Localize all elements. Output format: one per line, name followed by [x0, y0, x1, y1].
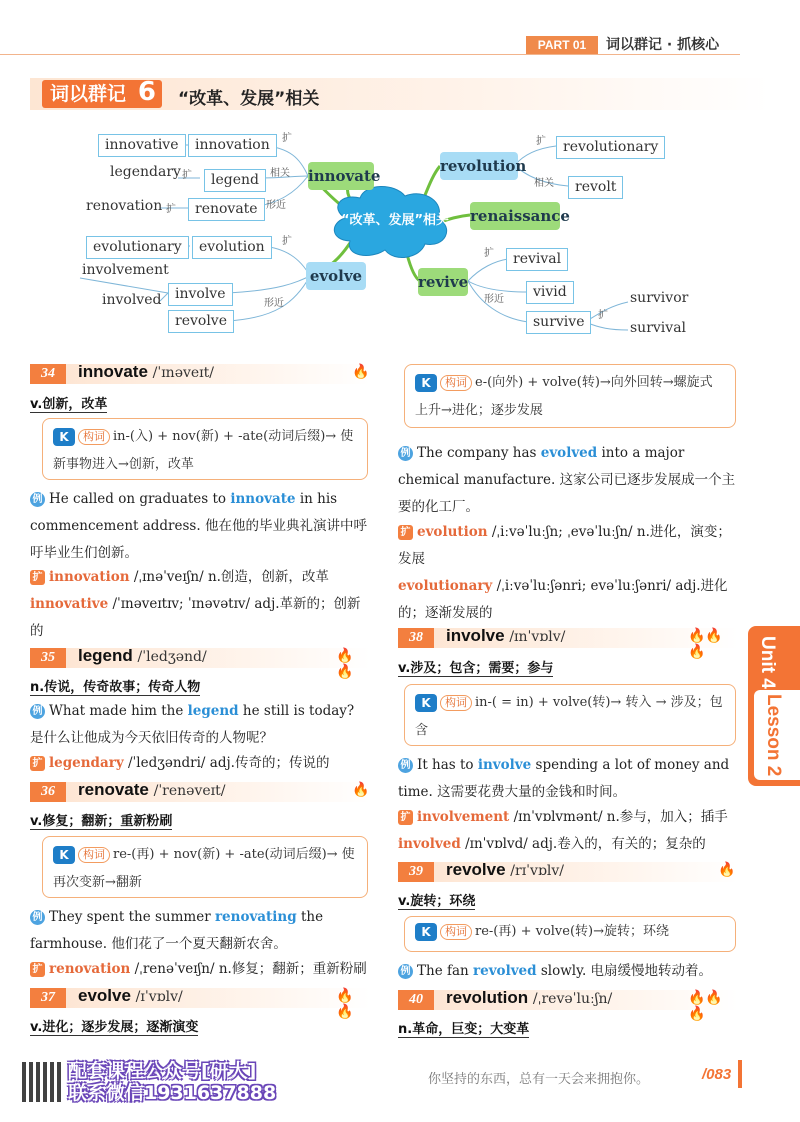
mm-innovate: innovate: [308, 162, 374, 190]
side-tab-lesson: Lesson 2: [763, 694, 784, 777]
mm-revolve: revolve: [168, 310, 234, 333]
example-icon: 例: [30, 704, 45, 719]
mm-legend: legend: [204, 169, 266, 192]
formation-text: re-(再) + nov(新) + -ate(动词后缀)→ 使再次变新→翻新: [53, 847, 355, 890]
headword: evolve: [78, 986, 131, 1005]
formation-text: e-(向外) + volve(转)→向外回转→螺旋式上升→进化；逐步发展: [415, 375, 713, 418]
mm-label-kuo: 扩: [282, 236, 292, 247]
k-icon: K: [53, 428, 75, 446]
section-badge-label: 词以群记: [50, 83, 127, 105]
mm-revive: revive: [418, 268, 468, 296]
k-icon: K: [415, 923, 437, 941]
frequency-flame-icon: 🔥: [352, 364, 370, 380]
entry-number: 39: [398, 862, 434, 882]
example-icon: 例: [398, 758, 413, 773]
mm-involved: involved: [102, 292, 162, 308]
mm-revolution: revolution: [440, 152, 518, 180]
formation-tag: 构词: [78, 847, 110, 863]
mm-label-kuo: 扩: [182, 170, 192, 181]
mm-renovation: renovation: [86, 198, 163, 214]
example-sentence: 例 They spent the summer renovating the farmhouse. 他们花了一个夏天翻新农舍。: [30, 909, 324, 952]
part-of-speech: v.涉及；包含；需要；参与: [398, 661, 554, 676]
example-icon: 例: [30, 492, 45, 507]
entry-number: 36: [30, 782, 66, 802]
mm-vivid: vivid: [526, 281, 574, 304]
promo-line-1: 配套课程公众号[研大]: [68, 1060, 257, 1082]
word-formation-box: [404, 364, 736, 428]
mm-label-kuo: 扩: [484, 248, 494, 259]
mm-label-xingjin: 形近: [266, 200, 286, 211]
pronunciation: /ˌrevəˈluːʃn/: [532, 991, 613, 1007]
formation-tag: 构词: [440, 375, 472, 391]
mm-involvement: involvement: [82, 262, 169, 278]
mm-label-xiangguan: 相关: [270, 168, 290, 179]
derivatives: 扩 innovation /ˌɪnəˈveɪʃn/ n.创造，创新，改革 innovative /ˈɪnəveɪtɪv; ˈɪnəvətɪv/ adj.革新的；创新的: [30, 569, 361, 639]
frequency-flame-icon: 🔥🔥: [336, 988, 354, 1020]
entry-number: 35: [30, 648, 66, 668]
mm-evolutionary: evolutionary: [86, 236, 189, 259]
frequency-flame-icon: 🔥🔥: [336, 648, 354, 680]
mm-survival: survival: [630, 320, 687, 336]
mm-label-xingjin: 形近: [264, 298, 284, 309]
formation-tag: 构词: [78, 429, 110, 445]
mm-involve: involve: [168, 283, 233, 306]
entry-number: 34: [30, 364, 66, 384]
k-icon: K: [415, 694, 437, 712]
entry-37-header: [30, 986, 370, 1020]
part-badge: PART 01: [526, 36, 598, 54]
part-of-speech: n.革命，巨变；大变革: [398, 1022, 530, 1037]
mm-legendary: legendary: [110, 164, 181, 180]
promo-line-2: 联系微信1931637888: [68, 1082, 277, 1104]
mm-renovate: renovate: [188, 198, 265, 221]
mm-survivor: survivor: [630, 290, 689, 306]
mind-map-center: “改革、发展”相关: [340, 213, 450, 228]
formation-tag: 构词: [440, 695, 472, 711]
pronunciation: /ˈledʒənd/: [137, 649, 207, 665]
entry-number: 40: [398, 990, 434, 1010]
mm-revolt: revolt: [568, 176, 623, 199]
page-number-bar: [738, 1060, 742, 1088]
example-sentence: 例 The fan revolved slowly. 电扇缓慢地转动着。: [398, 958, 738, 985]
entry-number: 38: [398, 628, 434, 648]
example-sentence: 例 The company has evolved into a major chemical manufacture. 这家公司已逐步发展成一个主要的化工厂。: [398, 445, 736, 515]
headword: renovate: [78, 780, 149, 799]
section-title: “改革、发展”相关: [178, 89, 320, 109]
formation-tag: 构词: [440, 924, 472, 940]
word-formation-box: [404, 684, 736, 746]
headword: revolve: [446, 860, 506, 879]
formation-text: in-(入) + nov(新) + -ate(动词后缀)→ 使新事物进入→创新，改革: [53, 429, 354, 472]
mm-label-kuo: 扩: [536, 136, 546, 147]
section-badge-number: 6: [137, 77, 156, 107]
formation-text: in-( = in) + volve(转)→ 转入 → 涉及；包含: [415, 695, 723, 738]
page-number: /083: [702, 1066, 732, 1083]
part-of-speech: v.修复；翻新；重新粉刷: [30, 814, 173, 829]
headword: revolution: [446, 988, 529, 1007]
mm-evolve: evolve: [306, 262, 366, 290]
derivatives: 扩 legendary /ˈledʒəndri/ adj.传奇的；传说的: [30, 750, 370, 777]
word-formation-box: [42, 836, 368, 898]
example-sentence: 例 He called on graduates to innovate in his commencement address. 他在他的毕业典礼演讲中呼吁毕业生们创新。: [30, 491, 367, 561]
frequency-flame-icon: 🔥: [718, 862, 736, 878]
section-badge: [42, 77, 162, 108]
derivative-icon: 扩: [30, 570, 45, 585]
headword: legend: [78, 646, 133, 665]
footer-promo: [68, 1060, 276, 1104]
mind-map: [0, 118, 800, 348]
example-icon: 例: [398, 446, 413, 461]
pronunciation: /ˈrenəveɪt/: [153, 783, 226, 799]
header-title: 词以群记 · 抓核心: [606, 37, 720, 53]
mm-label-xingjin: 形近: [484, 294, 504, 305]
word-formation-box: [404, 916, 736, 952]
mm-innovative: innovative: [98, 134, 186, 157]
part-of-speech: n.传说，传奇故事；传奇人物: [30, 680, 201, 695]
mm-survive: survive: [526, 311, 591, 334]
entry-35-header: [30, 646, 370, 680]
entry-39-header: [398, 862, 738, 882]
derivatives: 扩 evolution /ˌiːvəˈluːʃn; ˌevəˈluːʃn/ n.进化，演变；发展 evolutionary /ˌiːvəˈluːʃənri; evəˈluːʃənri/ adj.进化的；逐渐发展的: [398, 524, 731, 621]
frequency-flame-icon: 🔥🔥🔥: [688, 990, 723, 1022]
entry-number: 37: [30, 988, 66, 1008]
mm-renaissance: renaissance: [470, 202, 560, 230]
mm-innovation: innovation: [188, 134, 277, 157]
pronunciation: /rɪˈvɒlv/: [510, 863, 564, 879]
pronunciation: /ɪˈvɒlv/: [135, 989, 183, 1005]
pronunciation: /ɪnˈvɒlv/: [509, 629, 566, 645]
derivatives: 扩 involvement /ɪnˈvɒlvmənt/ n.参与，加入；插手 involved /ɪnˈvɒlvd/ adj.卷入的，有关的；复杂的: [398, 809, 728, 852]
pronunciation: /ˈɪnəveɪt/: [152, 365, 214, 381]
mm-revival: revival: [506, 248, 568, 271]
entry-36-header: [30, 782, 370, 802]
word-formation-box: [42, 418, 368, 480]
k-icon: K: [53, 846, 75, 864]
mm-label-xiangguan: 相关: [534, 178, 554, 189]
part-of-speech: v.创新，改革: [30, 397, 108, 412]
k-icon: K: [415, 374, 437, 392]
derivative-icon: 扩: [30, 962, 45, 977]
headword: innovate: [78, 362, 148, 381]
example-icon: 例: [30, 910, 45, 925]
mm-revolutionary: revolutionary: [556, 136, 665, 159]
part-of-speech: v.旋转；环绕: [398, 894, 476, 909]
example-sentence: 例 What made him the legend he still is today? 是什么让他成为今天依旧传奇的人物呢？: [30, 703, 355, 746]
formation-text: re-(再) + volve(转)→旋转；环绕: [475, 924, 670, 939]
mm-label-kuo: 扩: [282, 133, 292, 144]
header-divider: [0, 54, 740, 55]
frequency-flame-icon: 🔥: [352, 782, 370, 798]
entry-34-header: [30, 364, 370, 384]
derivatives: 扩 renovation /ˌrenəˈveɪʃn/ n.修复；翻新；重新粉刷: [30, 956, 370, 983]
example-sentence: 例 It has to involve spending a lot of money and time. 这需要花费大量的金钱和时间。: [398, 757, 730, 800]
part-of-speech: v.进化；逐步发展；逐渐演变: [30, 1020, 199, 1035]
example-icon: 例: [398, 964, 413, 979]
derivative-icon: 扩: [30, 756, 45, 771]
entry-38-header: [398, 626, 738, 660]
derivative-icon: 扩: [398, 525, 413, 540]
mm-evolution: evolution: [192, 236, 272, 259]
side-tab-unit: Unit 4: [757, 636, 778, 689]
mm-label-kuo: 扩: [598, 310, 608, 321]
derivative-icon: 扩: [398, 810, 413, 825]
mm-label-kuo: 扩: [166, 204, 176, 215]
frequency-flame-icon: 🔥🔥🔥: [688, 628, 723, 660]
footer-quote: 你坚持的东西，总有一天会来拥抱你。: [428, 1072, 650, 1087]
qr-code-icon: [22, 1062, 62, 1102]
entry-40-header: [398, 988, 738, 1022]
headword: involve: [446, 626, 505, 645]
